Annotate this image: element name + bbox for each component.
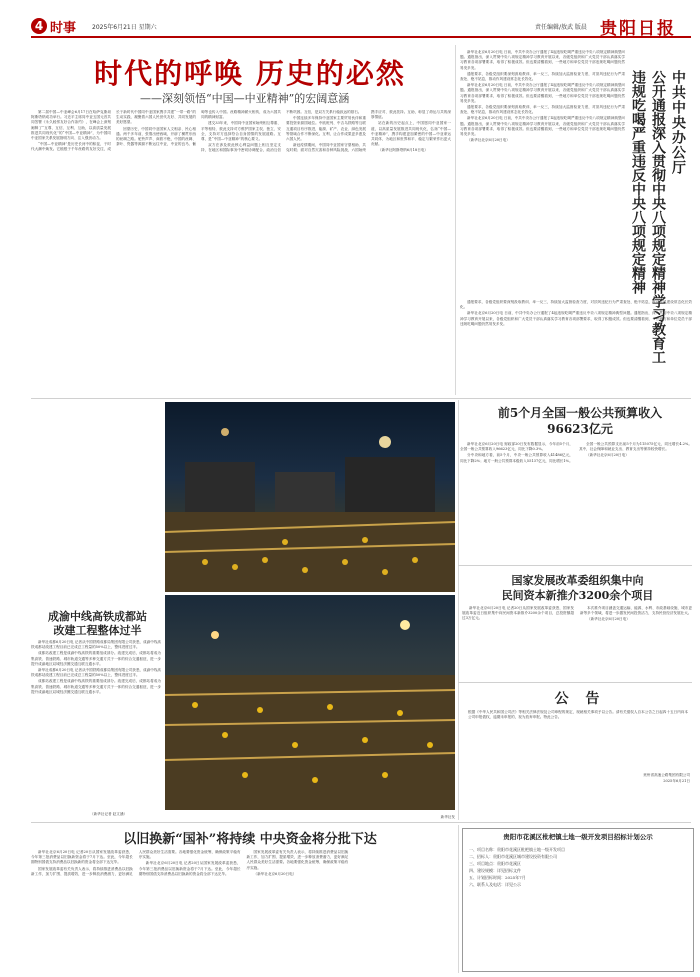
lead-paragraph: 回望历史，中国同中亚国家人文相亲、民心相通。两千多年前，张骞出使西域，开辟了横贯东西的丝绸之路。驼铃声声、商旅不绝，中国的丝绸、茶叶、瓷器等源源不断运往中亚，中亚的良马、葡萄等也传入中国。丝路精神薪火相传，成为六国共同的精神财富。 [116, 110, 281, 147]
lead-article-body [31, 110, 451, 392]
discipline-paragraph: 新华社北京6月20日电 日前，中共中央办公厅通报了4起违规吃喝严重违反中央八项规定精神典型问题。通报指出，深入贯彻中央八项规定精神学习教育开展以来，各级党组织和广大党员干部认真落实学习教育各项部署要求，取得了积极成效。但也要清醒看到，一些地方和单位党员干部违规吃喝问题仍然易发多发。 [460, 50, 625, 70]
bond-paragraph: 国家发展改革委有关负责人表示，将持续推进消费品以旧换新工作，加力扩围、提质增效，进一步释放消费潜力，更好满足人民群众美好生活需要。各地要强化资金统筹，确保政策平稳有序实施。 [31, 850, 241, 876]
tender-item: 四、建设规模：详见招标文件 [469, 868, 521, 873]
notice-signatory: 贵州省高速公路集团有限公司 [643, 773, 690, 777]
column-divider [458, 825, 459, 973]
bond-paragraph: 新华社北京6月20日电 记者20日从国家发展改革委获悉，今年第三批消费品以旧换新资金将于7月下达。至此，今年超长期特别国债支持消费品以旧换新的资金将全部下达完毕。 [31, 850, 133, 865]
railway-body [31, 640, 161, 810]
ngo-dateline: （新华社北京6月20日电） [587, 617, 630, 622]
column-divider [455, 45, 456, 395]
section-divider [458, 565, 692, 566]
bond-body [31, 850, 456, 970]
finance-body [460, 442, 692, 560]
editors-line: 责任编辑/敖武 版晨 [535, 24, 587, 31]
tender-item: 五、计划招标时间：2025年7月 [469, 875, 526, 880]
construction-photo-lower-art [165, 595, 455, 810]
lead-dateline: （新华社阿斯塔纳6月18日电） [378, 148, 428, 153]
photo-credit: 新华社发 [440, 815, 455, 819]
bond-headline: 以旧换新“国补”将持续 中央资金将分批下达 [123, 832, 377, 847]
tender-item: 一、项目名称：贵阳市花溪区枇杷镇土地一级开发项目 [469, 847, 565, 852]
paper-logo: 贵阳日报 [600, 19, 676, 39]
ngo-body [462, 606, 692, 676]
issue-date: 2025年6月21日 星期六 [92, 24, 157, 31]
lead-headline: 时代的呼唤 历史的必然 [94, 57, 406, 90]
bond-paragraph: 新华社北京6月20日电 记者20日从国家发展改革委获悉，今年第三批消费品以旧换新资金将于7月下达。至此，今年超长期特别国债支持消费品以旧换新的资金将全部下达完毕。 [138, 861, 241, 876]
lead-paragraph: 双方在涉及彼此核心利益问题上相互坚定支持，在地区和国际事务中密切协调配合，政治互信不断巩固。互信，是双方关系行稳致远的基石。 [201, 110, 362, 153]
railway-paragraph: 成都站改建工程是成渝中线高铁的重要组成部分。改建完成后，成都站将成为集高铁、普速铁路、城市轨道交通等多种交通方式于一体的综合交通枢纽，进一步提升成渝地区双城经济圈交通互联互通水平。 [31, 679, 161, 694]
lead-paragraph: 站在新的历史起点上，中国愿同中亚国家一道，以高质量发展推进共同现代化，弘扬“中国—中亚精神”，携手构建更加紧密的中国—中亚命运共同体，为地区和世界和平、稳定与繁荣作出更大贡献。 [371, 121, 451, 147]
tender-title: 贵阳市花溪区枇杷镇土地一级开发项目招标计划公示 [503, 833, 653, 841]
column-divider [458, 400, 459, 820]
construction-photo-art [165, 402, 455, 592]
lead-paragraph: 中国连续多年保持中亚国家主要贸易伙伴和重要投资来源国地位。中欧班列、中吉乌铁路等互联互通项目有序推进，能源、矿产、农业、绿色发展等领域合作不断深化。互利，让合作成果更多惠及六国人民。 [286, 116, 366, 142]
masthead [0, 0, 700, 40]
bond-paragraph: 国家发展改革委有关负责人表示，将持续推进消费品以旧换新工作，加力扩围、提质增效，进一步释放消费潜力，更好满足人民群众美好生活需要。各地要强化资金统筹，确保政策平稳有序实施。 [246, 850, 349, 870]
discipline-paragraph: 通报要求，各级党组织要深刻汲取教训、举一反三，持续加大监督检查力度，对顶风违纪行为严肃查处、绝不姑息，推动作风建设常态化长效化。 [460, 105, 625, 115]
railway-byline: （新华社记者 赵文涵） [90, 812, 128, 816]
ngo-paragraph: 新华社北京6月20日电 记者20日从国家发展改革委获悉，国家发展改革委近日组织集中向民间资本新推介3200余个项目，总投资额超过3万亿元。 [462, 606, 574, 621]
lead-paragraph: 新冠疫情期间，中国同中亚国家守望相助、共克时艰；面对自然灾害和各种风险挑战，六国始终携手应对、彼此扶持。互助，彰显了命运与共的深厚情谊。 [286, 110, 451, 153]
railway-paragraph: 新华社成都6月20日电 记者从中国铁路成都局集团有限公司获悉，成渝中线高铁成都站改建工程目前已完成总工程量的50%以上，整体进度过半。 [31, 640, 161, 650]
notice-body: 根据《中华人民共和国公司法》等相关法律法规及公司章程的规定，现就相关事项予以公告。请有关债权人自本公告之日起四十五日内向本公司申报债权，逾期未申报的，视为放弃申报。特此公告。 [468, 710, 688, 720]
discipline-paragraph: 通报要求，各级党组织要深刻汲取教训、举一反三，持续加大监督检查力度，对顶风违纪行为严肃查处、绝不姑息，推动作风建设常态化长效化。 [460, 300, 692, 310]
lead-paragraph: 第二届中国—中亚峰会6月17日在哈萨克斯坦阿斯塔纳成功举行。习近平主席同中亚五国元首共同签署《永久睦邻友好合作条约》，在峰会上深刻阐释了“互尊、互信、互利、互助，以高质量发展推进共同现代化”的“中国—中亚精神”，为中国同中亚国家关系发展指明方向、注入强劲动力。 [31, 110, 111, 141]
railway-paragraph: 新华社成都6月20日电 记者从中国铁路成都局集团有限公司获悉，成渝中线高铁成都站改建工程目前已完成总工程量的50%以上，整体进度过半。 [31, 668, 161, 678]
notice-heading: 公 告 [554, 691, 606, 707]
finance-paragraph: 分中央和地方看，前5个月，中央一般公共预算收入41486亿元，同比下降2%；地方一般公共预算本级收入55137亿元，同比增长1%。 [460, 453, 573, 463]
discipline-paragraph: 新华社北京6月20日电 日前，中共中央办公厅通报了4起违规吃喝严重违反中央八项规定精神典型问题。通报指出，深入贯彻中央八项规定精神学习教育开展以来，各级党组织和广大党员干部认真落实学习教育各项部署要求，取得了积极成效。但也要清醒看到，一些地方和单位党员干部违规吃喝问题仍然易发多发。 [460, 83, 625, 103]
lead-subheadline: ——深刻领悟“中国—中亚精神”的宏阔意涵 [140, 92, 350, 105]
section-divider [458, 682, 692, 683]
construction-photo [165, 402, 455, 592]
finance-paragraph: 新华社北京6月20日电 财政部20日发布数据显示，今年前5个月，全国一般公共预算收入96623亿元，同比下降0.3%。 [460, 442, 573, 452]
section-divider [31, 398, 691, 399]
tender-item: 三、项目地点：贵阳市花溪区 [469, 861, 521, 866]
vertical-headline-col1: 中共中央办公厅 [670, 70, 686, 175]
masthead-rule [31, 36, 691, 38]
finance-headline: 前5个月全国一般公共预算收入96623亿元 [497, 406, 663, 436]
tender-items [469, 846, 687, 888]
lead-paragraph: 建交33年来，中国同中亚国家始终相互尊重、平等相待，彼此支持对方维护国家主权、独立、安全，支持对方选择符合自身国情的发展道路。互尊，是“中国—中亚精神”的核心要义。 [201, 121, 281, 142]
notice-date: 2025年6月21日 [663, 779, 690, 783]
lead-paragraph: “中国—中亚精神”是历史长河中的积淀，于时代大潮中焕发。它植根于千年丝路的友好交往，成长于新时代中国同中亚国家携手共建“一带一路”的生动实践，凝聚着六国人民世代友好、共同发展的美好愿望。 [31, 110, 196, 152]
vertical-headline-col2: 公开通报深入贯彻中央八项规定精神学习教育工 [650, 70, 666, 364]
section-name: 时事 [50, 21, 77, 36]
discipline-article-body-2 [460, 300, 692, 395]
ngo-paragraph: 本次推介项目涵盖交通运输、能源、水利、市政基础设施、城市更新等多个领域，将进一步激发民间投资活力，支持民营经济发展壮大。 [580, 606, 692, 616]
railway-headline-2: 改建工程整体过半 [53, 624, 142, 637]
ngo-headline-2: 民间资本新推介3200余个项目 [501, 589, 654, 602]
construction-photo-lower [165, 595, 455, 810]
discipline-paragraph: 通报要求，各级党组织要深刻汲取教训、举一反三，持续加大监督检查力度，对顶风违纪行为严肃查处、绝不姑息，推动作风建设常态化长效化。 [460, 71, 625, 82]
discipline-paragraph: 新华社北京6月20日电 日前，中共中央办公厅通报了4起违规吃喝严重违反中央八项规定精神典型问题。通报指出，深入贯彻中央八项规定精神学习教育开展以来，各级党组织和广大党员干部认真落实学习教育各项部署要求，取得了积极成效。但也要清醒看到，一些地方和单位党员干部违规吃喝问题仍然易发多发。 [460, 311, 692, 326]
section-divider [31, 822, 691, 823]
discipline-dateline: （新华社北京6月20日电） [467, 138, 510, 143]
discipline-paragraph: 新华社北京6月20日电 日前，中共中央办公厅通报了4起违规吃喝严重违反中央八项规定精神典型问题。通报指出，深入贯彻中央八项规定精神学习教育开展以来，各级党组织和广大党员干部认真落实学习教育各项部署要求，取得了积极成效。但也要清醒看到，一些地方和单位党员干部违规吃喝问题仍然易发多发。 [460, 116, 625, 137]
vertical-headline-col3: 违规吃喝严重违反中央八项规定精神 [630, 70, 646, 294]
railway-headline-1: 成渝中线高铁成都站 [48, 610, 147, 623]
finance-dateline: （新华社北京6月20日电） [586, 453, 629, 458]
tender-item: 六、联系人及电话：详见公示 [469, 882, 521, 887]
ngo-headline-1: 国家发展改革委组织集中向 [511, 574, 644, 587]
page-number-badge: 4 [31, 18, 47, 34]
tender-box [462, 828, 694, 972]
railway-paragraph: 成都站改建工程是成渝中线高铁的重要组成部分。改建完成后，成都站将成为集高铁、普速铁路、城市轨道交通等多种交通方式于一体的综合交通枢纽，进一步提升成渝地区双城经济圈交通互联互通水平。 [31, 651, 161, 666]
finance-paragraph: 全国一般公共预算支出前5个月为115075亿元，同比增长4.2%。其中，社会保障和就业支出、教育支出等保持较快增长。 [579, 442, 692, 452]
tender-item: 二、招标人：贵阳市花溪区城市建设投资有限公司 [469, 854, 557, 859]
bond-dateline: （新华社北京6月20日电） [253, 871, 297, 876]
